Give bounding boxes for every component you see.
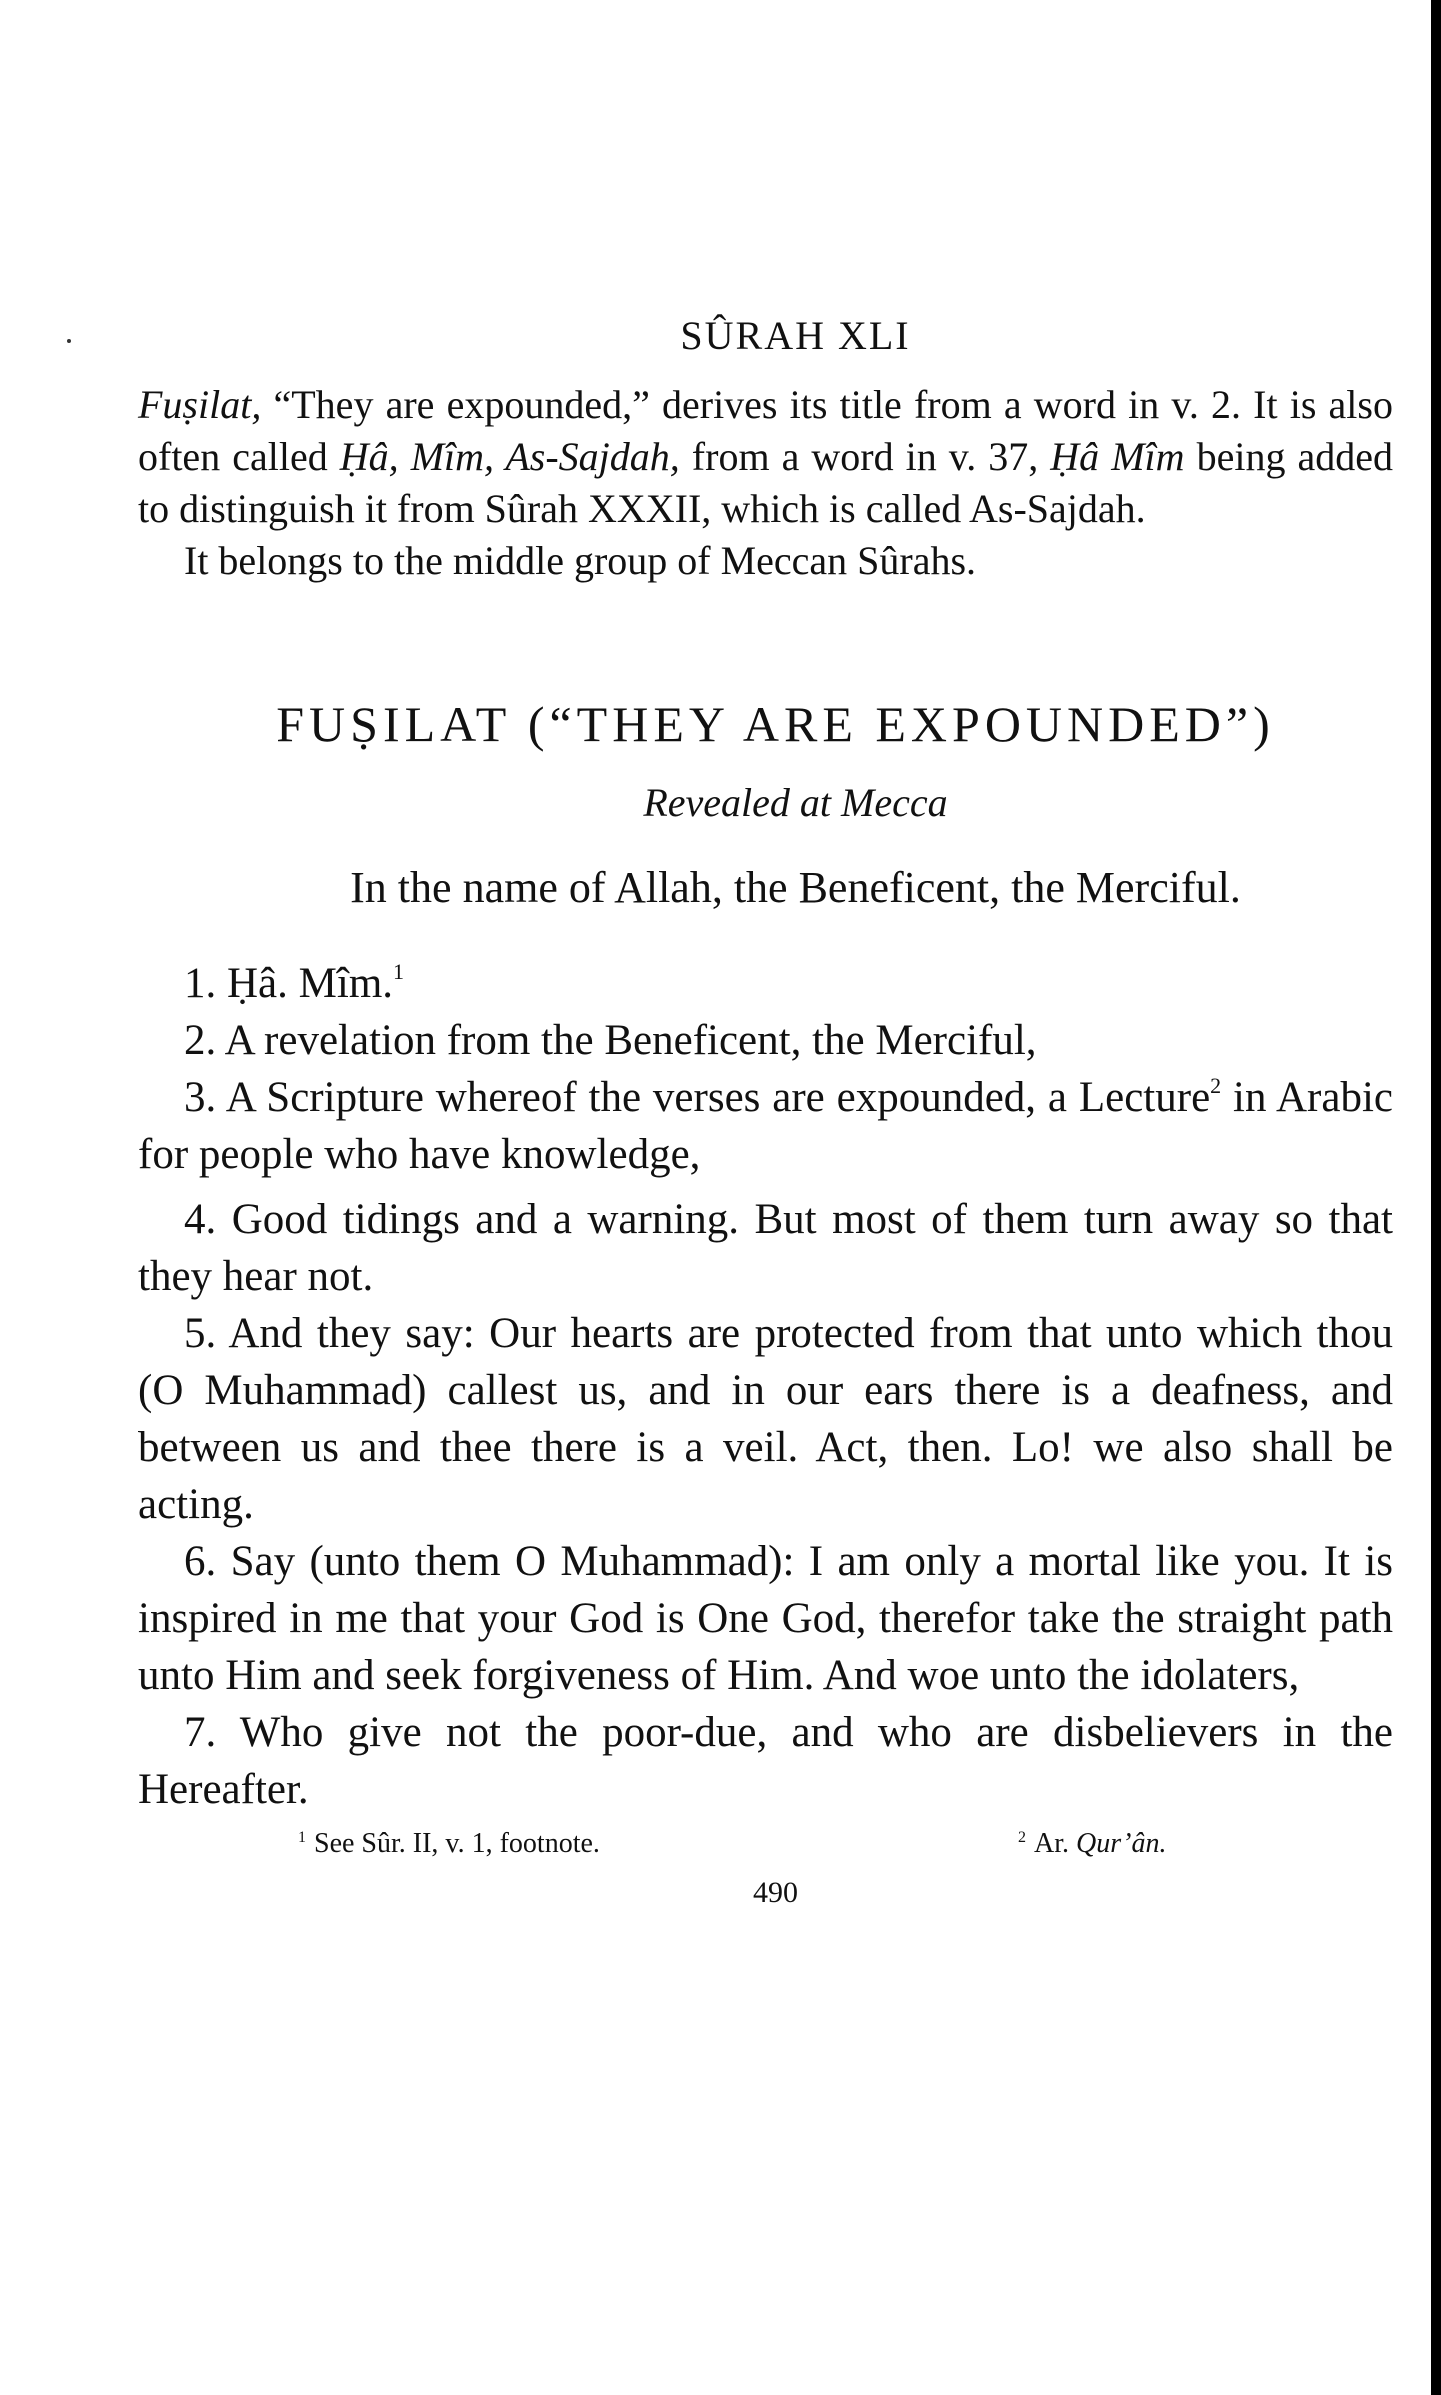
scan-speck bbox=[67, 339, 71, 343]
chapter-title: FUṢILAT (“THEY ARE EXPOUNDED”) bbox=[276, 696, 1275, 752]
footnote-2-number: 2 bbox=[1018, 1829, 1026, 1846]
verse-3-text: 3. A Scripture whereof the verses are expounded, a Lecture bbox=[184, 1074, 1211, 1121]
verse-1 bbox=[138, 955, 1393, 1012]
surah-heading: SÛRAH XLI bbox=[680, 313, 911, 358]
verse-5: 5. And they say: Our hearts are protected from that unto which thou (O Muhammad) callest us, and in our ears there is a deafness, and between us and thee there is a veil. Act, then. Lo! we also shall be acting. bbox=[138, 1310, 1393, 1528]
intro-ha-mim: Ḥâ Mîm bbox=[1050, 434, 1185, 479]
footnote-1-number: 1 bbox=[298, 1829, 306, 1846]
footnotes bbox=[138, 1828, 1393, 1868]
book-page bbox=[138, 312, 1393, 1910]
footnote-2 bbox=[1018, 1828, 1166, 1860]
intro-group-note: It belongs to the middle group of Meccan Sûrahs. bbox=[184, 538, 977, 583]
verse-3 bbox=[138, 1069, 1393, 1183]
intro-section bbox=[138, 379, 1393, 587]
intro-alt-name: Ḥâ, Mîm, As-Sajdah, bbox=[339, 434, 680, 479]
verse-7: 7. Who give not the poor-due, and who are disbelievers in the Hereafter. bbox=[138, 1709, 1393, 1813]
footnote-ref-1: 1 bbox=[393, 959, 405, 984]
verses-section bbox=[138, 955, 1393, 1818]
verse-2: 2. A revelation from the Beneficent, the Merciful, bbox=[184, 1017, 1037, 1064]
verse-6: 6. Say (unto them O Muhammad): I am only a mortal like you. It is inspired in me that your God is One God, therefor take the straight path unto Him and seek forgiveness of Him. And woe unto the idolaters, bbox=[138, 1538, 1393, 1699]
footnote-1 bbox=[298, 1828, 600, 1860]
footnote-1-text: See Sûr. II, v. 1, footnote. bbox=[314, 1828, 600, 1859]
footnote-2-italic: Qur’ân. bbox=[1076, 1828, 1167, 1859]
verse-1-text: 1. Ḥâ. Mîm. bbox=[184, 960, 394, 1007]
intro-paragraph bbox=[138, 379, 1393, 535]
page-number: 490 bbox=[753, 1876, 798, 1909]
intro-text-3: being added to distinguish it from Sûrah XXXII, which is called As-Sajdah. bbox=[138, 434, 1393, 531]
intro-title-italic: Fuṣilat, bbox=[138, 382, 262, 427]
bismillah: In the name of Allah, the Beneficent, the Merciful. bbox=[350, 863, 1241, 912]
footnote-ref-2: 2 bbox=[1210, 1073, 1222, 1098]
revealed-at: Revealed at Mecca bbox=[643, 780, 948, 825]
intro-text-2: from a word in v. 37, bbox=[679, 434, 1051, 479]
verse-4: 4. Good tidings and a warning. But most of them turn away so that they hear not. bbox=[138, 1196, 1393, 1300]
footnote-2-text: Ar. bbox=[1034, 1828, 1076, 1859]
verse-3-rest: in Arabic for people who have knowledge, bbox=[138, 1074, 1393, 1178]
intro-text-1: “They are expounded,” derives its title from a word in v. 2. It is also often called bbox=[138, 382, 1393, 479]
scan-edge-border bbox=[1431, 0, 1441, 2395]
